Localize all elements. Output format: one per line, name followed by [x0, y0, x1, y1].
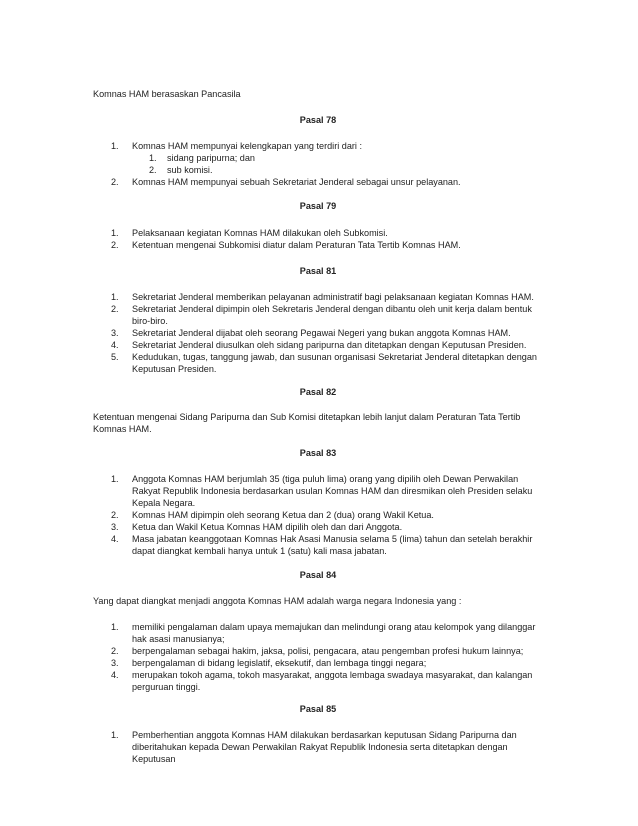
- pasal-78-heading: Pasal 78: [299, 115, 337, 125]
- item-text: Komnas HAM mempunyai sebuah Sekretariat Jenderal sebagai unsur pelayanan.: [132, 177, 461, 187]
- intro-text: Komnas HAM berasaskan Pancasila: [93, 89, 241, 99]
- item-text: Ketentuan mengenai Subkomisi diatur dalam Peraturan Tata Tertib Komnas HAM.: [132, 240, 461, 250]
- sub-list-item: [0, 152, 545, 164]
- pasal-85-list: [0, 729, 545, 765]
- list-item: [0, 327, 545, 339]
- item-number: 4.: [111, 670, 119, 680]
- pasal-83-heading: Pasal 83: [299, 448, 337, 458]
- list-item: [0, 351, 545, 375]
- item-text: Sekretariat Jenderal dipimpin oleh Sekretaris Jenderal dengan dibantu oleh unit kerja dalam bentuk biro-biro.: [132, 304, 532, 326]
- item-number: 5.: [111, 352, 119, 362]
- sub-list-item: [0, 164, 545, 176]
- list-item: [0, 533, 545, 557]
- item-text: Anggota Komnas HAM berjumlah 35 (tiga puluh lima) orang yang dipilih oleh Dewan Perwakilan Rakyat Republik Indonesia berdasarkan usulan Komnas HAM dan diresmikan oleh Presiden selaku Kepala Negara.: [132, 474, 533, 508]
- item-text: Ketua dan Wakil Ketua Komnas HAM dipilih oleh dan dari Anggota.: [132, 522, 403, 532]
- item-text: berpengalaman di bidang legislatif, eksekutif, dan lembaga tinggi negara;: [132, 658, 427, 668]
- item-number: 1.: [111, 730, 119, 740]
- item-number: 3.: [111, 522, 119, 532]
- sub-item-number: 1.: [149, 153, 157, 163]
- item-number: 1.: [111, 141, 119, 151]
- sub-item-text: sub komisi.: [167, 165, 213, 175]
- item-text: Masa jabatan keanggotaan Komnas Hak Asasi Manusia selama 5 (lima) tahun dan setelah berakhir dapat diangkat kembali hanya untuk 1 (satu) kali masa jabatan.: [132, 534, 533, 556]
- item-text: memiliki pengalaman dalam upaya memajukan dan melindungi orang atau kelompok yang dilanggar hak asasi manusianya;: [132, 622, 536, 644]
- pasal-81-list: [0, 291, 545, 375]
- item-text: Pelaksanaan kegiatan Komnas HAM dilakukan oleh Subkomisi.: [132, 228, 388, 238]
- list-item: [0, 509, 545, 521]
- sub-item-text: sidang paripurna; dan: [167, 153, 255, 163]
- list-item: [0, 339, 545, 351]
- item-number: 3.: [111, 328, 119, 338]
- pasal-84-paragraph: Yang dapat diangkat menjadi anggota Komnas HAM adalah warga negara Indonesia yang :: [93, 596, 462, 606]
- pasal-85-heading: Pasal 85: [299, 704, 337, 714]
- item-number: 1.: [111, 228, 119, 238]
- item-number: 1.: [111, 292, 119, 302]
- list-item: [0, 239, 545, 251]
- pasal-84-list: [0, 621, 545, 693]
- list-item: [0, 473, 545, 509]
- list-item: [0, 729, 545, 765]
- item-text: Komnas HAM mempunyai kelengkapan yang terdiri dari :: [132, 141, 362, 151]
- item-text: Kedudukan, tugas, tanggung jawab, dan susunan organisasi Sekretariat Jenderal ditetapkan dengan Keputusan Presiden.: [132, 352, 537, 374]
- item-text: Pemberhentian anggota Komnas HAM dilakukan berdasarkan keputusan Sidang Paripurna dan diberitahukan kepada Dewan Perwakilan Rakyat Republik Indonesia serta ditetapkan dengan Keputusan: [132, 730, 517, 764]
- list-item: [0, 669, 545, 693]
- pasal-83-list: [0, 473, 545, 557]
- list-item: [0, 521, 545, 533]
- item-number: 4.: [111, 534, 119, 544]
- list-item: [0, 621, 545, 645]
- pasal-82-heading: Pasal 82: [299, 387, 337, 397]
- list-item: [0, 303, 545, 327]
- sub-item-number: 2.: [149, 165, 157, 175]
- list-item: [0, 176, 545, 188]
- item-text: Sekretariat Jenderal dijabat oleh seorang Pegawai Negeri yang bukan anggota Komnas HAM.: [132, 328, 511, 338]
- pasal-79-heading: Pasal 79: [299, 201, 337, 211]
- pasal-78-sublist: [132, 152, 545, 176]
- list-item: [0, 645, 545, 657]
- list-item: [0, 291, 545, 303]
- pasal-81-heading: Pasal 81: [299, 266, 337, 276]
- list-item: [0, 140, 545, 176]
- item-text: Sekretariat Jenderal memberikan pelayanan administratif bagi pelaksanaan kegiatan Komnas HAM.: [132, 292, 534, 302]
- item-number: 3.: [111, 658, 119, 668]
- item-text: merupakan tokoh agama, tokoh masyarakat, anggota lembaga swadaya masyarakat, dan kalangan perguruan tinggi.: [132, 670, 533, 692]
- item-number: 2.: [111, 646, 119, 656]
- item-number: 2.: [111, 240, 119, 250]
- list-item: [0, 227, 545, 239]
- pasal-78-list: [0, 140, 545, 188]
- pasal-79-list: [0, 227, 545, 251]
- item-number: 1.: [111, 622, 119, 632]
- pasal-82-paragraph: Ketentuan mengenai Sidang Paripurna dan Sub Komisi ditetapkan lebih lanjut dalam Peraturan Tata Tertib Komnas HAM.: [93, 412, 521, 434]
- item-text: berpengalaman sebagai hakim, jaksa, polisi, pengacara, atau pengemban profesi hukum lainnya;: [132, 646, 524, 656]
- item-number: 2.: [111, 177, 119, 187]
- item-number: 1.: [111, 474, 119, 484]
- item-number: 2.: [111, 304, 119, 314]
- item-number: 2.: [111, 510, 119, 520]
- item-text: Komnas HAM dipimpin oleh seorang Ketua dan 2 (dua) orang Wakil Ketua.: [132, 510, 434, 520]
- pasal-84-heading: Pasal 84: [299, 570, 337, 580]
- list-item: [0, 657, 545, 669]
- item-number: 4.: [111, 340, 119, 350]
- item-text: Sekretariat Jenderal diusulkan oleh sidang paripurna dan ditetapkan dengan Keputusan Presiden.: [132, 340, 527, 350]
